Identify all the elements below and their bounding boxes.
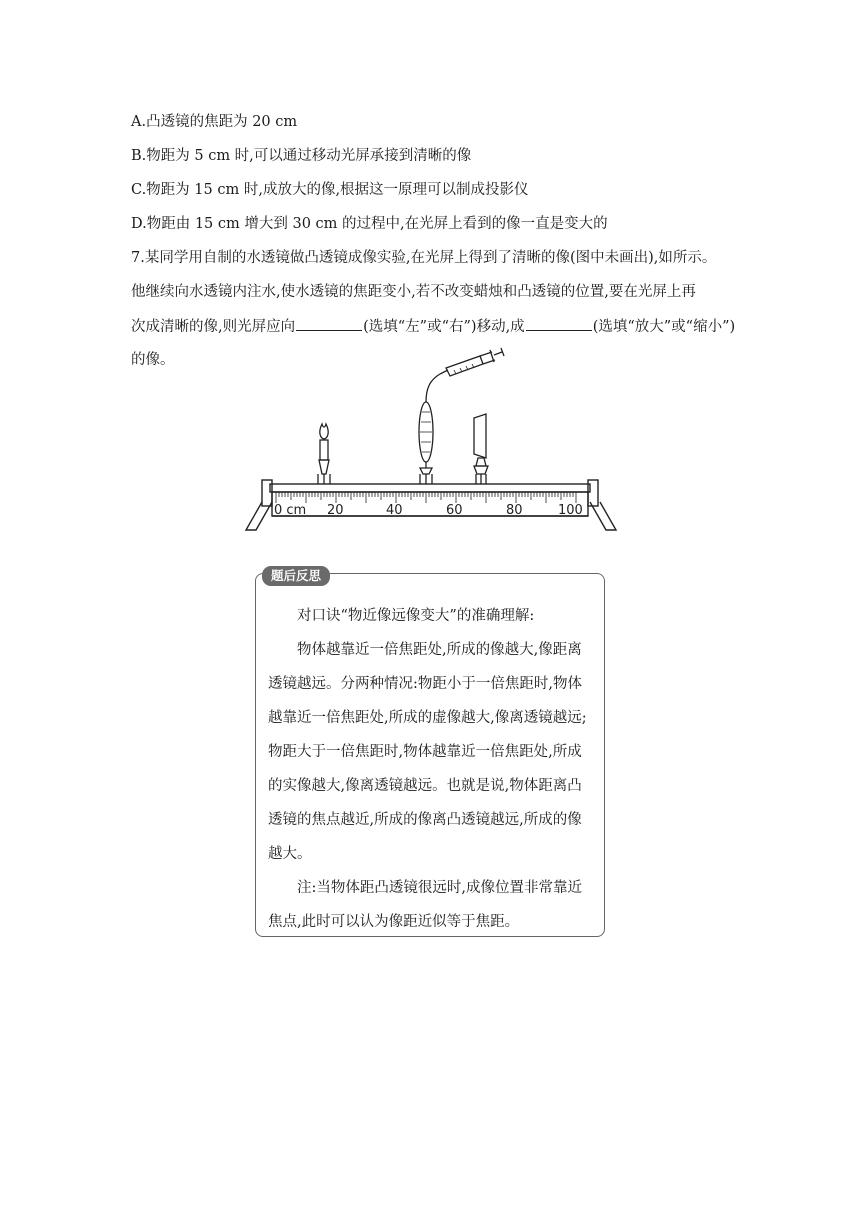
scale-label-40: 40	[386, 503, 403, 518]
question7-line3	[131, 316, 735, 337]
question7-line3-part1: 次成清晰的像,则光屏应向	[131, 319, 296, 335]
water-lens	[419, 374, 440, 484]
question7-line2: 他继续向水透镜内注水,使水透镜的焦距变小,若不改变蜡烛和凸透镜的位置,要在光屏上再	[131, 284, 696, 300]
syringe-icon	[440, 348, 504, 376]
reflection-line-7: 透镜的焦点越近,所成的像离凸透镜越远,所成的像	[268, 812, 582, 828]
scale-label-20: 20	[327, 503, 344, 518]
candle	[318, 424, 330, 484]
option-a: A.凸透镜的焦距为 20 cm	[131, 114, 298, 130]
optical-bench-figure	[240, 340, 620, 540]
reflection-line-6: 的实像越大,像离透镜越远。也就是说,物体距离凸	[268, 778, 582, 794]
scale-label-100: 100	[558, 503, 583, 518]
bench-rail	[270, 484, 590, 492]
option-d: D.物距由 15 cm 增大到 30 cm 的过程中,在光屏上看到的像一直是变大的	[131, 216, 608, 232]
reflection-line-10: 焦点,此时可以认为像距近似等于焦距。	[268, 914, 520, 930]
reflection-line-8: 越大。	[268, 846, 312, 862]
reflection-line-5: 物距大于一倍焦距时,物体越靠近一倍焦距处,所成	[268, 744, 582, 760]
light-screen	[474, 414, 488, 484]
reflection-line-1: 对口诀“物近像远像变大”的准确理解:	[297, 608, 535, 624]
reflection-line-9: 注:当物体距凸透镜很远时,成像位置非常靠近	[297, 880, 582, 896]
ruler-body	[272, 492, 588, 516]
scale-label-60: 60	[446, 503, 463, 518]
scale-label-80: 80	[506, 503, 523, 518]
reflection-tag: 题后反思	[262, 566, 330, 586]
reflection-line-4: 越靠近一倍焦距处,所成的虚像越大,像离透镜越远;	[268, 710, 587, 726]
question7-line4: 的像。	[131, 352, 175, 368]
answer-blank-2[interactable]	[526, 316, 592, 331]
question7-line3-part3: (选填“放大”或“缩小”)	[592, 319, 736, 335]
reflection-line-3: 透镜越远。分两种情况:物距小于一倍焦距时,物体	[268, 676, 582, 692]
ruler-ticks	[276, 492, 576, 503]
answer-blank-1[interactable]	[296, 316, 362, 331]
option-b: B.物距为 5 cm 时,可以通过移动光屏承接到清晰的像	[131, 148, 472, 164]
reflection-line-2: 物体越靠近一倍焦距处,所成的像越大,像距离	[297, 642, 582, 658]
question7-line1: 7.某同学用自制的水透镜做凸透镜成像实验,在光屏上得到了清晰的像(图中未画出),如所示。	[131, 250, 717, 266]
question7-line3-part2: (选填“左”或“右”)移动,成	[363, 319, 525, 335]
scale-label-0: 0 cm	[274, 503, 307, 518]
option-c: C.物距为 15 cm 时,成放大的像,根据这一原理可以制成投影仪	[131, 182, 529, 198]
